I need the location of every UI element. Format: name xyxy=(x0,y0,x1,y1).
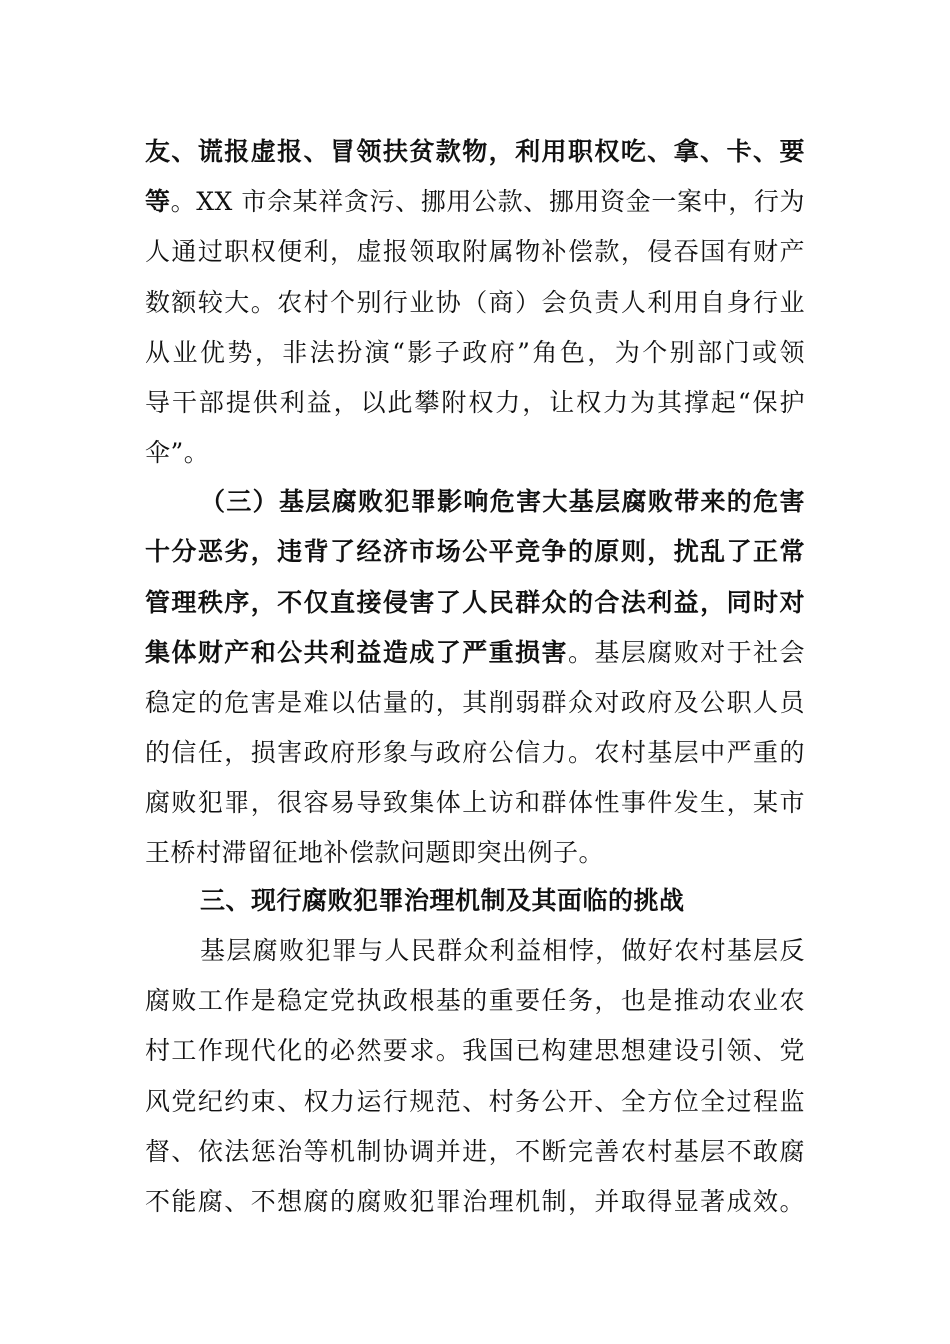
paragraph-2-line-4 xyxy=(145,638,805,668)
paragraph-2-line-3: 管理秩序，不仅直接侵害了人民群众的合法利益，同时对 xyxy=(145,588,805,617)
paragraph-2-line-1: （三）基层腐败犯罪影响危害大基层腐败带来的危害 xyxy=(200,487,805,516)
paragraph-3-line-5: 督、依法惩治等机制协调并进，不断完善农村基层不敢腐 xyxy=(145,1137,805,1166)
paragraph-1-line-3: 人通过职权便利，虚报领取附属物补偿款，侵吞国有财产 xyxy=(145,237,805,266)
plain-text: 。XX 市佘某祥贪污、挪用公款、挪用资金一案中，行为 xyxy=(170,187,805,216)
paragraph-1-line-4: 数额较大。农村个别行业协（商）会负责人利用自身行业 xyxy=(145,288,805,317)
paragraph-1-line-7: 伞”。 xyxy=(145,438,210,467)
section-heading: 三、现行腐败犯罪治理机制及其面临的挑战 xyxy=(200,886,685,915)
paragraph-1-line-1: 友、谎报虚报、冒领扶贫款物，利用职权吃、拿、卡、要 xyxy=(145,137,805,166)
bold-text: 集体财产和公共利益造成了严重损害 xyxy=(145,638,568,667)
paragraph-2-line-5: 稳定的危害是难以估量的，其削弱群众对政府及公职人员 xyxy=(145,688,805,717)
paragraph-3-line-6: 不能腐、不想腐的腐败犯罪治理机制，并取得显著成效。 xyxy=(145,1187,805,1216)
plain-text: 。基层腐败对于社会 xyxy=(567,638,805,667)
paragraph-2-line-7: 腐败犯罪，很容易导致集体上访和群体性事件发生，某市 xyxy=(145,788,805,817)
paragraph-3-line-3: 村工作现代化的必然要求。我国已构建思想建设引领、党 xyxy=(145,1036,805,1065)
bold-text: 等 xyxy=(145,187,171,216)
paragraph-2-line-2: 十分恶劣，违背了经济市场公平竞争的原则，扰乱了正常 xyxy=(145,537,805,566)
paragraph-3-line-1: 基层腐败犯罪与人民群众利益相悖，做好农村基层反 xyxy=(200,936,805,965)
paragraph-2-line-6: 的信任，损害政府形象与政府公信力。农村基层中严重的 xyxy=(145,738,805,767)
paragraph-2-line-8: 王桥村滞留征地补偿款问题即突出例子。 xyxy=(145,838,605,867)
paragraph-3-line-2: 腐败工作是稳定党执政根基的重要任务，也是推动农业农 xyxy=(145,986,805,1015)
paragraph-1-line-2 xyxy=(145,187,805,217)
paragraph-1-line-6: 导干部提供利益，以此攀附权力，让权力为其撑起“保护 xyxy=(145,388,805,417)
paragraph-1-line-5: 从业优势，非法扮演“影子政府”角色，为个别部门或领 xyxy=(145,338,805,367)
paragraph-3-line-4: 风党纪约束、权力运行规范、村务公开、全方位全过程监 xyxy=(145,1087,805,1116)
